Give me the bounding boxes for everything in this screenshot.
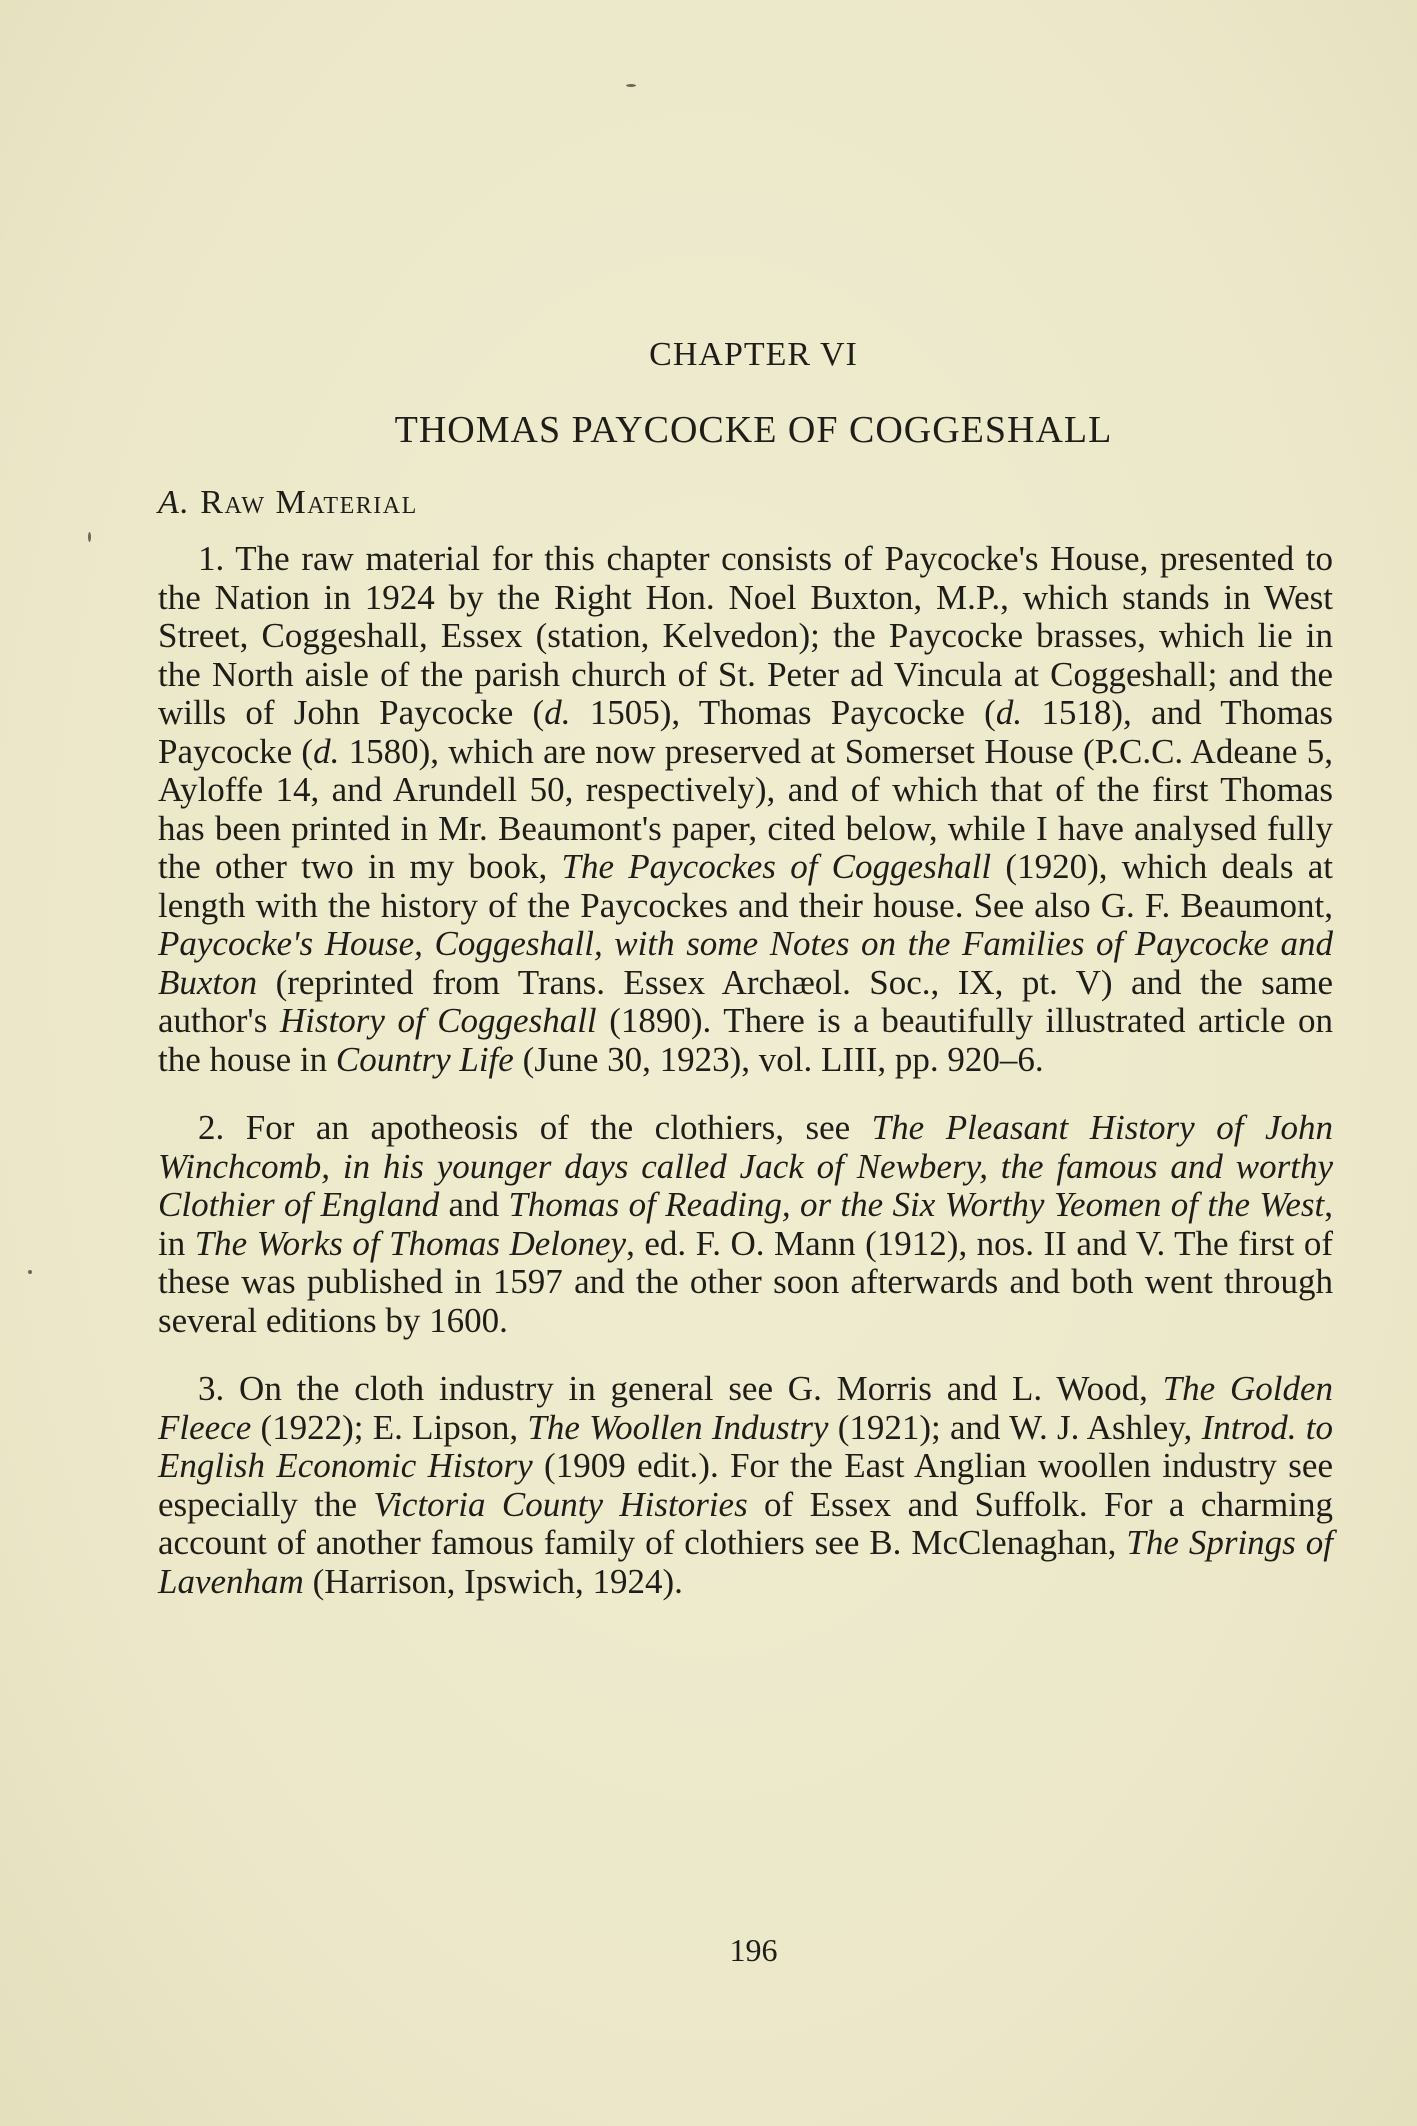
italic-title-text: Victoria County Histories: [373, 1484, 748, 1524]
paragraph-text: (1921); and W. J. Ashley,: [828, 1407, 1202, 1447]
italic-title-text: The Pleasant History of John Winchcomb, in his younger days called Jack of Newbery, the famous and worthy Clothier of England: [158, 1108, 1333, 1224]
section-title: Raw Material: [200, 484, 418, 521]
paragraph-text: (1909 edit.). For the East Anglian woollen industry see especially the: [158, 1446, 1333, 1524]
chapter-number: CHAPTER VI: [649, 336, 858, 373]
paragraph-text: 1580), which are now preserved at Somerset House (P.C.C. Adeane 5, Ayloffe 14, and Arundell 50, respectively), and of which that of the first Thomas has been printed in Mr. Beaumont's paper, cited below, while I have analysed fully the other two in my book,: [158, 731, 1333, 886]
italic-title-text: The Works of Thomas Deloney: [194, 1223, 627, 1263]
body-text: [158, 540, 1333, 1631]
italic-title-text: The Golden Fleece: [158, 1369, 1333, 1447]
paragraph-1: [158, 540, 1333, 1079]
italic-title-text: The Woollen Industry: [527, 1407, 829, 1447]
page-number: 196: [729, 1932, 778, 1968]
italic-title-text: Paycocke's House, Coggeshall, with some Notes on the Families of Paycocke and Buxton: [158, 924, 1333, 1002]
paragraph-text: 2. For an apotheosis of the clothiers, see: [198, 1108, 872, 1147]
print-speck: [28, 1270, 32, 1274]
paragraph-text: (1920), which deals at length with the history of the Paycockes and their house. See also G. F. Beaumont,: [158, 847, 1333, 925]
paragraph-2: [158, 1109, 1333, 1340]
paragraph-text: (Harrison, Ipswich, 1924).: [303, 1561, 683, 1601]
italic-title-text: d.: [313, 731, 340, 771]
paragraph-text: (1922); E. Lipson,: [251, 1407, 528, 1447]
paragraph-text: (reprinted from Trans. Essex Archæol. Soc., IX, pt. V) and the same author's: [158, 962, 1333, 1040]
italic-title-text: History of Coggeshall: [279, 1001, 597, 1040]
paragraph-text: and: [439, 1185, 509, 1224]
print-speck: [626, 84, 636, 87]
paragraph-text: (June 30, 1923), vol. LIII, pp. 920–6.: [513, 1039, 1044, 1079]
paragraph-text: (1890). There is a beautifully illustrated article on the house in: [158, 1001, 1333, 1079]
section-heading: [158, 484, 418, 522]
print-speck: [88, 532, 91, 542]
paragraph-text: 3. On the cloth industry in general see G. Morris and L. Wood,: [198, 1369, 1163, 1408]
italic-title-text: d.: [544, 693, 571, 732]
paragraph-3: [158, 1370, 1333, 1601]
section-letter: A.: [158, 484, 191, 521]
paragraph-text: 1. The raw material for this chapter consists of Paycocke's House, presented to the Nation in 1924 by the Right Hon. Noel Buxton, M.P., which stands in West Street, Coggeshall, Essex (station, Kelvedon); the Paycocke brasses, which lie in the North aisle of the parish church of St. Peter ad Vincula at Coggeshall; and the wills of John Paycocke (: [158, 539, 1333, 732]
italic-title-text: Country Life: [335, 1039, 514, 1079]
italic-title-text: Thomas of Reading, or the Six Worthy Yeomen of the West: [508, 1185, 1325, 1224]
chapter-title: THOMAS PAYCOCKE OF COGGESHALL: [394, 409, 1113, 451]
italic-title-text: Introd. to English Economic History: [158, 1407, 1333, 1485]
paragraph-text: 1505), Thomas Paycocke (: [570, 693, 996, 732]
italic-title-text: The Paycockes of Coggeshall: [561, 847, 992, 886]
paragraph-text: 1518), and Thomas Paycocke (: [158, 693, 1333, 771]
paragraph-text: of Essex and Suffolk. For a charming account of another famous family of clothiers see B. McClenaghan,: [158, 1484, 1333, 1562]
italic-title-text: The Springs of Lavenham: [158, 1523, 1333, 1601]
italic-title-text: d.: [995, 693, 1023, 732]
paragraph-text: , in: [158, 1185, 1333, 1263]
paragraph-text: , ed. F. O. Mann (1912), nos. II and V. The first of these was published in 1597 and the other soon afterwards and both went through several editions by 1600.: [158, 1223, 1333, 1340]
